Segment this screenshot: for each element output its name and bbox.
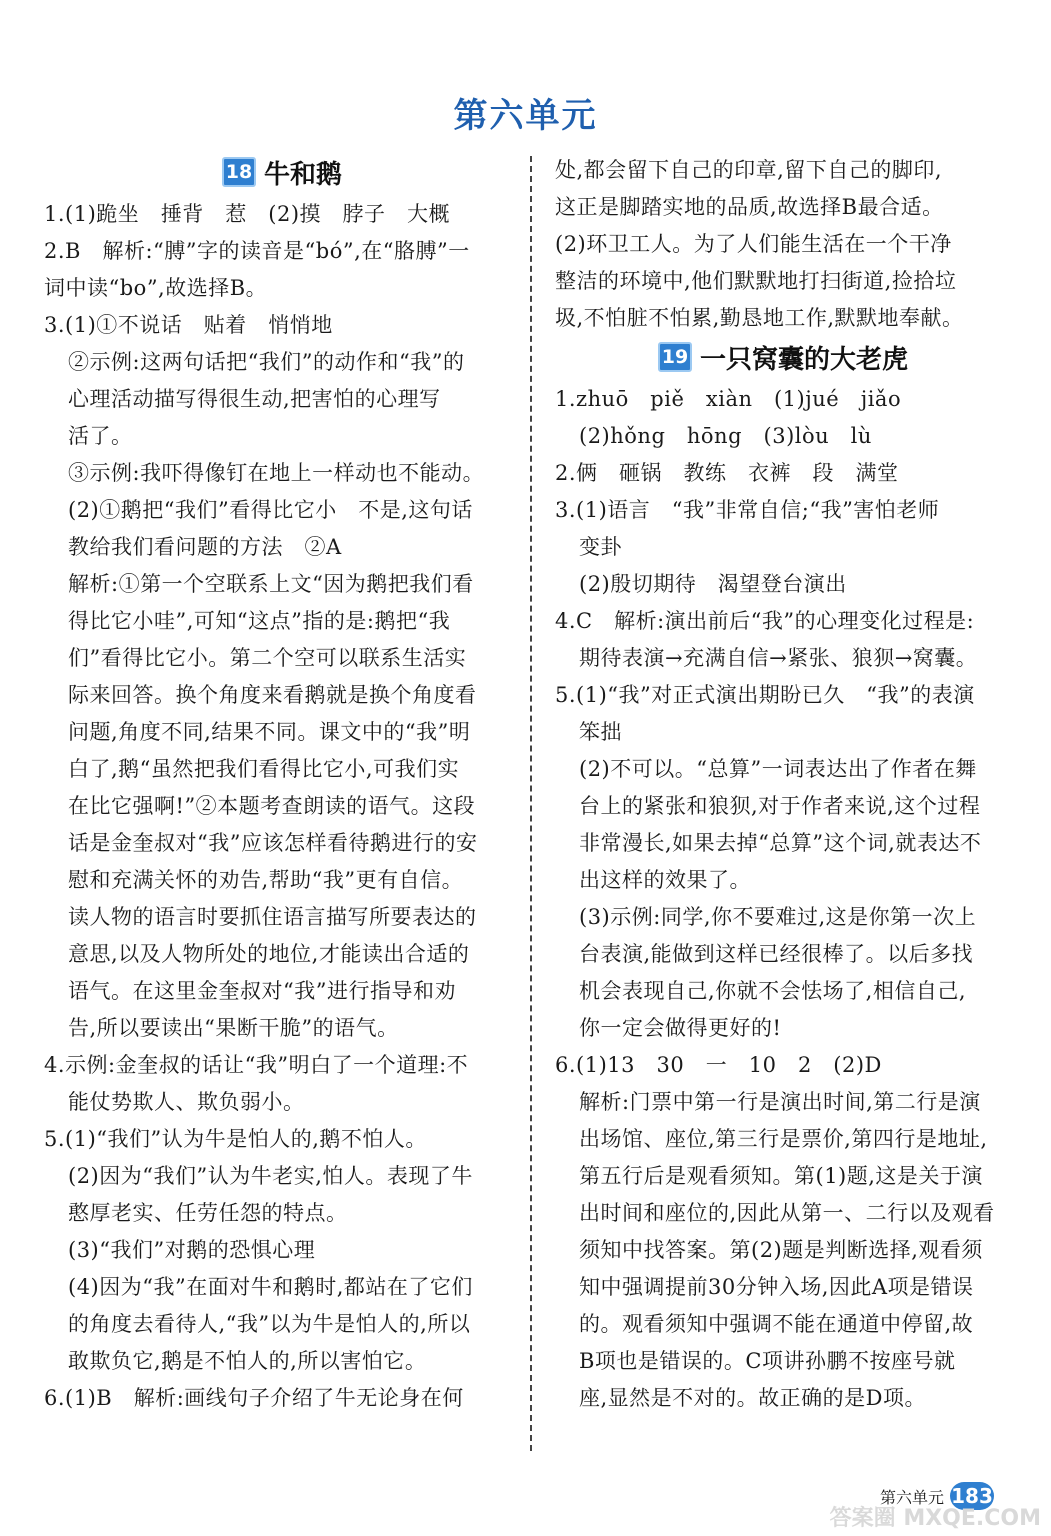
- answer-line: 出这样的效果了。: [579, 868, 751, 892]
- answer-line: 4.C 解析:演出前后“我”的心理变化过程是:: [555, 609, 975, 633]
- answer-line: (3)“我们”对鹅的恐惧心理: [68, 1238, 316, 1262]
- answer-line: ②示例:这两句话把“我们”的动作和“我”的: [68, 350, 465, 374]
- lesson-title: 一只窝囊的大老虎: [699, 344, 908, 375]
- answer-line: 机会表现自己,你就不会怯场了,相信自己,: [579, 979, 967, 1003]
- answer-line: 解析:门票中第一行是演出时间,第二行是演: [579, 1090, 981, 1114]
- answer-line: 慰和充满关怀的劝告,帮助“我”更有自信。: [68, 868, 464, 892]
- answer-line: (2)①鹅把“我们”看得比它小 不是,这句话: [68, 498, 473, 522]
- answer-line: B项也是错误的。C项讲孙鹏不按座号就: [579, 1349, 956, 1373]
- answer-line: 活了。: [68, 424, 133, 448]
- answer-line: 5.(1)“我”对正式演出期盼已久 “我”的表演: [555, 683, 975, 707]
- answer-line: 整洁的环境中,他们默默地打扫街道,捡拾垃: [555, 269, 957, 293]
- answer-line: 知中强调提前30分钟入场,因此A项是错误: [579, 1275, 974, 1299]
- footer-unit-label: 第六单元: [880, 1487, 945, 1507]
- left-column: [44, 152, 520, 1417]
- answer-line: 白了,鹅“虽然把我们看得比它小,可我们实: [68, 757, 460, 781]
- lesson-number-badge: 19: [658, 342, 692, 372]
- lesson-18-answers-continued: [555, 152, 1011, 337]
- answer-line: 教给我们看问题的方法 ②A: [68, 535, 342, 559]
- answer-line: 6.(1)B 解析:画线句子介绍了牛无论身在何: [44, 1386, 464, 1410]
- answer-line: 出时间和座位的,因此从第一、二行以及观看: [579, 1201, 995, 1225]
- answer-line: 3.(1)①不说话 贴着 悄悄地: [44, 313, 333, 337]
- answer-line: 的角度去看待人,“我”以为牛是怕人的,所以: [68, 1312, 471, 1336]
- answer-line: 台上的紧张和狼狈,对于作者来说,这个过程: [579, 794, 981, 818]
- answer-line: 1.(1)跪坐 捶背 惹 (2)摸 脖子 大概: [44, 202, 451, 226]
- answer-line: 6.(1)13 30 一 10 2 (2)D: [555, 1053, 882, 1077]
- answer-line: 读人物的语言时要抓住语言描写所要表达的: [68, 905, 477, 929]
- answer-line: 憨厚老实、任劳任怨的特点。: [68, 1201, 348, 1225]
- lesson-19-header: [555, 337, 1011, 377]
- lesson-title: 牛和鹅: [263, 159, 342, 190]
- answer-line: 的。观看须知中强调不能在通道中停留,故: [579, 1312, 974, 1336]
- lesson-18-header: [44, 152, 520, 192]
- lesson-number-badge: 18: [222, 157, 256, 187]
- answer-line: 期待表演→充满自信→紧张、狼狈→窝囊。: [579, 646, 978, 670]
- answer-line: 问题,角度不同,结果不同。课文中的“我”明: [68, 720, 471, 744]
- right-column: [555, 152, 1011, 1417]
- unit-title: 第六单元: [453, 96, 598, 136]
- answer-line: 你一定会做得更好的!: [579, 1016, 782, 1040]
- answer-line: 1.zhuō piě xiàn (1)jué jiǎo: [555, 387, 902, 411]
- answer-line: 处,都会留下自己的印章,留下自己的脚印,: [555, 158, 943, 182]
- answer-line: 非常漫长,如果去掉“总算”这个词,就表达不: [579, 831, 982, 855]
- answer-line: 须知中找答案。第(2)题是判断选择,观看须: [579, 1238, 983, 1262]
- answer-line: (3)示例:同学,你不要难过,这是你第一次上: [579, 905, 977, 929]
- answer-line: 变卦: [579, 535, 622, 559]
- answer-line: 告,所以要读出“果断干脆”的语气。: [68, 1016, 399, 1040]
- answer-line: 语气。在这里金奎叔对“我”进行指导和劝: [68, 979, 456, 1003]
- answer-line: 在比它强啊!”②本题考查朗读的语气。这段: [68, 794, 476, 818]
- answer-line: 词中读“bo”,故选择B。: [44, 276, 268, 300]
- answer-line: 2.俩 砸锅 教练 衣裤 段 满堂: [555, 461, 899, 485]
- answer-line: ③示例:我吓得像钉在地上一样动也不能动。: [68, 461, 485, 485]
- lesson-19-answers: [555, 381, 1011, 1417]
- answer-line: 第五行后是观看须知。第(1)题,这是关于演: [579, 1164, 983, 1188]
- answer-line: 敢欺负它,鹅是不怕人的,所以害怕它。: [68, 1349, 427, 1373]
- answer-line: (2)hǒng hōng (3)lòu lù: [579, 424, 872, 448]
- answer-line: 出场馆、座位,第三行是票价,第四行是地址,: [579, 1127, 988, 1151]
- page-number: 183: [951, 1484, 993, 1508]
- answer-line: (2)殷切期待 渴望登台演出: [579, 572, 847, 596]
- answer-line: 话是金奎叔对“我”应该怎样看待鹅进行的安: [68, 831, 478, 855]
- answer-line: 意思,以及人物所处的地位,才能读出合适的: [68, 942, 470, 966]
- lesson-18-answers: [44, 196, 520, 1417]
- answer-line: 座,显然是不对的。故正确的是D项。: [579, 1386, 927, 1410]
- answer-line: 4.示例:金奎叔的话让“我”明白了一个道理:不: [44, 1053, 469, 1077]
- answer-line: 台表演,能做到这样已经很棒了。以后多找: [579, 942, 974, 966]
- column-divider: [530, 156, 532, 1451]
- answer-line: 际来回答。换个角度来看鹅就是换个角度看: [68, 683, 477, 707]
- answer-line: 2.B 解析:“膊”字的读音是“bó”,在“胳膊”一: [44, 239, 470, 263]
- answer-line: (2)因为“我们”认为牛老实,怕人。表现了牛: [68, 1164, 473, 1188]
- watermark: 答案圈 MXQE.COM: [829, 1506, 1041, 1531]
- answer-line: (2)不可以。“总算”一词表达出了作者在舞: [579, 757, 977, 781]
- answer-line: 们”看得比它小。第二个空可以联系生活实: [68, 646, 467, 670]
- answer-line: 3.(1)语言 “我”非常自信;“我”害怕老师: [555, 498, 940, 522]
- answer-line: 解析:①第一个空联系上文“因为鹅把我们看: [68, 572, 474, 596]
- answer-line: 得比它小哇”,可知“这点”指的是:鹅把“我: [68, 609, 451, 633]
- answer-line: 笨拙: [579, 720, 622, 744]
- answer-line: 5.(1)“我们”认为牛是怕人的,鹅不怕人。: [44, 1127, 427, 1151]
- answer-line: 能仗势欺人、欺负弱小。: [68, 1090, 305, 1114]
- answer-line: 圾,不怕脏不怕累,勤恳地工作,默默地奉献。: [555, 306, 964, 330]
- answer-line: (4)因为“我”在面对牛和鹅时,都站在了它们: [68, 1275, 473, 1299]
- answer-line: (2)环卫工人。为了人们能生活在一个干净: [555, 232, 952, 256]
- answer-line: 这正是脚踏实地的品质,故选择B最合适。: [555, 195, 944, 219]
- answer-line: 心理活动描写得很生动,把害怕的心理写: [68, 387, 441, 411]
